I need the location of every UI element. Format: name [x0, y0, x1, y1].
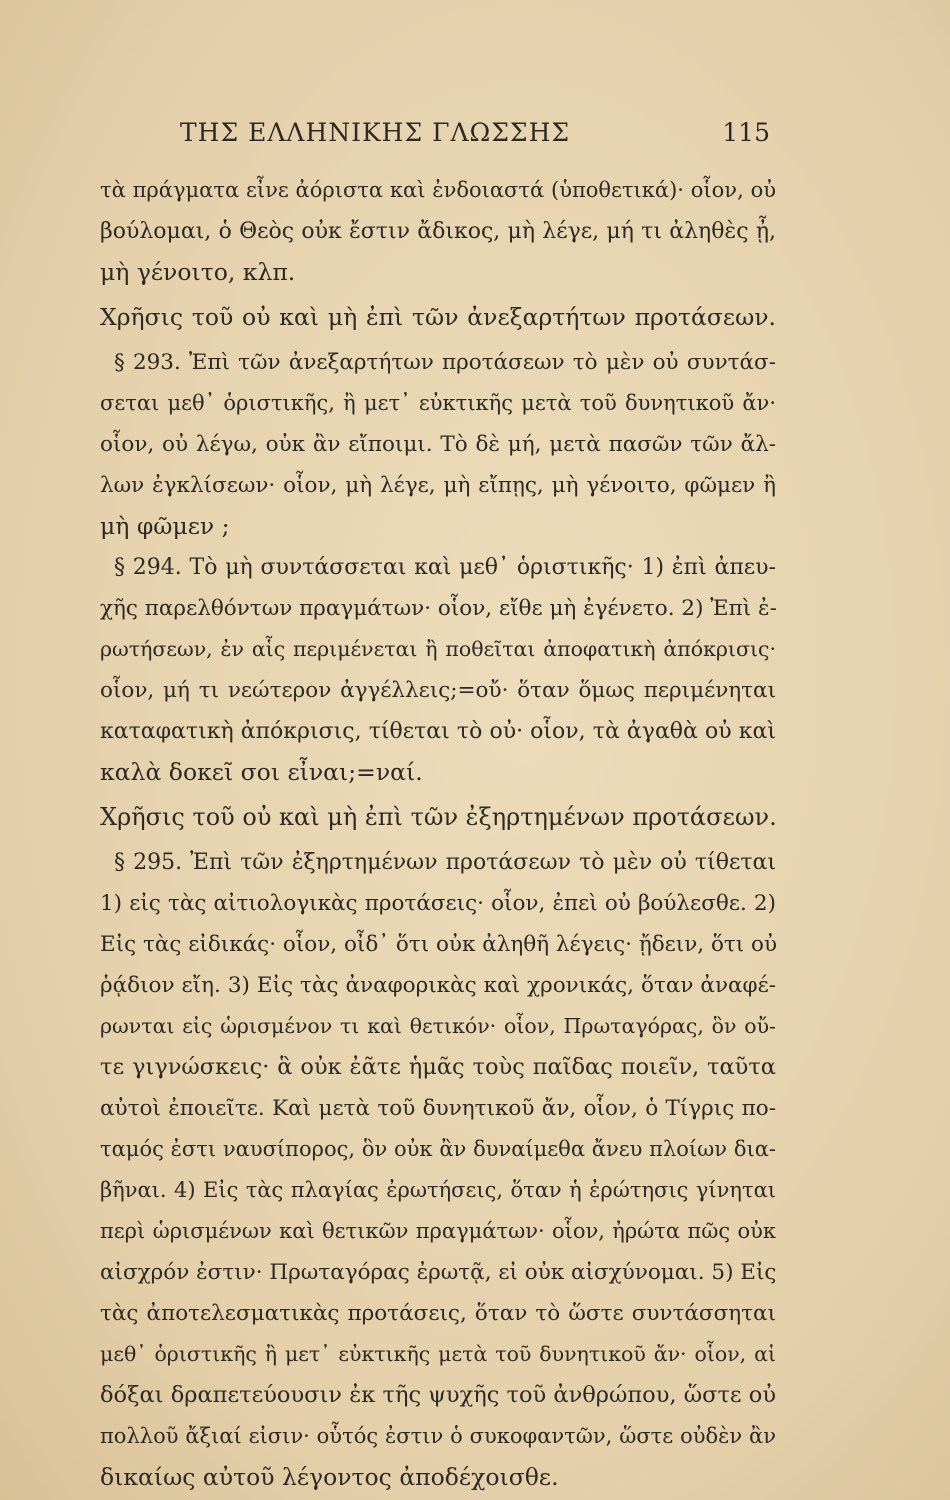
text-line: λων ἐγκλίσεων· οἷον, μὴ λέγε, μὴ εἴπῃς, μὴ γένοιτο, φῶμεν ἢ	[100, 473, 776, 498]
text-line: οἷον, οὐ λέγω, οὐκ ἂν εἴποιμι. Τὸ δὲ μή, μετὰ πασῶν τῶν ἄλ-	[100, 432, 776, 457]
text-line: χῆς παρελθόντων πραγμάτων· οἷον, εἴθε μὴ ἐγένετο. 2) Ἐπὶ ἐ-	[100, 596, 777, 621]
page-number: 115	[722, 118, 770, 147]
text-line: § 295. Ἐπὶ τῶν ἐξηρτημένων προτάσεων τὸ μὲν οὐ τίθεται	[114, 850, 776, 875]
section-heading: Χρῆσις τοῦ οὐ καὶ μὴ ἐπὶ τῶν ἐξηρτημένων προτάσεων.	[100, 803, 777, 831]
text-line: αἰσχρόν ἐστιν· Πρωταγόρας ἐρωτᾷ, εἰ οὐκ αἰσχύνομαι. 5) Εἰς	[100, 1260, 777, 1285]
text-line: ρωτήσεων, ἐν αἷς περιμένεται ἢ ποθεῖται ἀποφατικὴ ἀπόκρισις·	[100, 637, 776, 661]
text-line: αὐτοὶ ἐποιεῖτε. Καὶ μετὰ τοῦ δυνητικοῦ ἄν, οἷον, ὁ Τίγρις πο-	[100, 1096, 776, 1121]
text-line: μὴ γένοιτο, κλπ.	[100, 258, 296, 286]
text-line: § 294. Τὸ μὴ συντάσσεται καὶ μεθ᾽ ὁριστικῆς· 1) ἐπὶ ἀπευ-	[114, 555, 776, 580]
text-line: § 293. Ἐπὶ τῶν ἀνεξαρτήτων προτάσεων τὸ μὲν οὐ συντάσ-	[114, 350, 776, 375]
text-line: βούλομαι, ὁ Θεὸς οὐκ ἔστιν ἄδικος, μὴ λέγε, μή τι ἀληθὲς ᾖ,	[100, 219, 776, 244]
text-line: τὰ πράγματα εἶνε ἀόριστα καὶ ἐνδοιαστά (ὑποθετικά)· οἷον, οὐ	[100, 178, 776, 202]
body-text	[100, 170, 776, 1498]
text-line: βῆναι. 4) Εἰς τὰς πλαγίας ἐρωτήσεις, ὅταν ἡ ἐρώτησις γίνηται	[100, 1178, 776, 1202]
text-line: πολλοῦ ἄξιαί εἰσιν· οὗτός ἐστιν ὁ συκοφαντῶν, ὥστε οὐδὲν ἂν	[100, 1424, 776, 1448]
text-line: τε γιγνώσκεις· ἃ οὐκ ἐᾶτε ἡμᾶς τοὺς παῖδας ποιεῖν, ταῦτα	[100, 1054, 776, 1080]
running-head: ΤΗΣ ΕΛΛΗΝΙΚΗΣ ΓΛΩΣΣΗΣ	[180, 118, 571, 147]
text-line: καταφατικὴ ἀπόκρισις, τίθεται τὸ οὐ· οἷον, τὰ ἀγαθὰ οὐ καὶ	[100, 719, 776, 744]
text-line: οἷον, μή τι νεώτερον ἀγγέλλεις;=οὔ· ὅταν ὅμως περιμένηται	[100, 678, 776, 703]
text-line: καλὰ δοκεῖ σοι εἶναι;=ναί.	[100, 758, 423, 786]
page-header	[100, 118, 780, 158]
text-line: Εἰς τὰς εἰδικάς· οἷον, οἶδ᾽ ὅτι οὐκ ἀληθῆ λέγεις· ᾔδειν, ὅτι οὐ	[100, 932, 778, 957]
text-line: δόξαι δραπετεύουσιν ἐκ τῆς ψυχῆς τοῦ ἀνθρώπου, ὥστε οὐ	[100, 1382, 776, 1408]
text-line: σεται μεθ᾽ ὁριστικῆς, ἢ μετ᾽ εὐκτικῆς μετὰ τοῦ δυνητικοῦ ἄν·	[100, 391, 776, 415]
section-heading: Χρῆσις τοῦ οὐ καὶ μὴ ἐπὶ τῶν ἀνεξαρτήτων προτάσεων.	[100, 303, 776, 331]
text-line: περὶ ὡρισμένων καὶ θετικῶν πραγμάτων· οἷον, ἠρώτα πῶς οὐκ	[100, 1219, 776, 1243]
text-line: μὴ φῶμεν ;	[100, 512, 230, 540]
text-line: ῥᾴδιον εἴη. 3) Εἰς τὰς ἀναφορικὰς καὶ χρονικάς, ὅταν ἀναφέ-	[100, 973, 776, 998]
text-line: μεθ᾽ ὁριστικῆς ἢ μετ᾽ εὐκτικῆς μετὰ τοῦ δυνητικοῦ ἄν· οἷον, αἱ	[100, 1342, 776, 1366]
text-line: ρωνται εἰς ὡρισμένον τι καὶ θετικόν· οἷον, Πρωταγόρας, ὃν οὔ-	[100, 1014, 776, 1038]
text-line: 1) εἰς τὰς αἰτιολογικὰς προτάσεις· οἷον, ἐπεὶ οὐ βούλεσθε. 2)	[100, 891, 776, 916]
text-line: δικαίως αὐτοῦ λέγοντος ἀποδέχοισθε.	[100, 1463, 559, 1491]
text-line: ταμός ἐστι ναυσίπορος, ὃν οὐκ ἂν δυναίμεθα ἄνευ πλοίων δια-	[100, 1137, 776, 1161]
text-line: τὰς ἀποτελεσματικὰς προτάσεις, ὅταν τὸ ὥστε συντάσσηται	[100, 1301, 776, 1326]
